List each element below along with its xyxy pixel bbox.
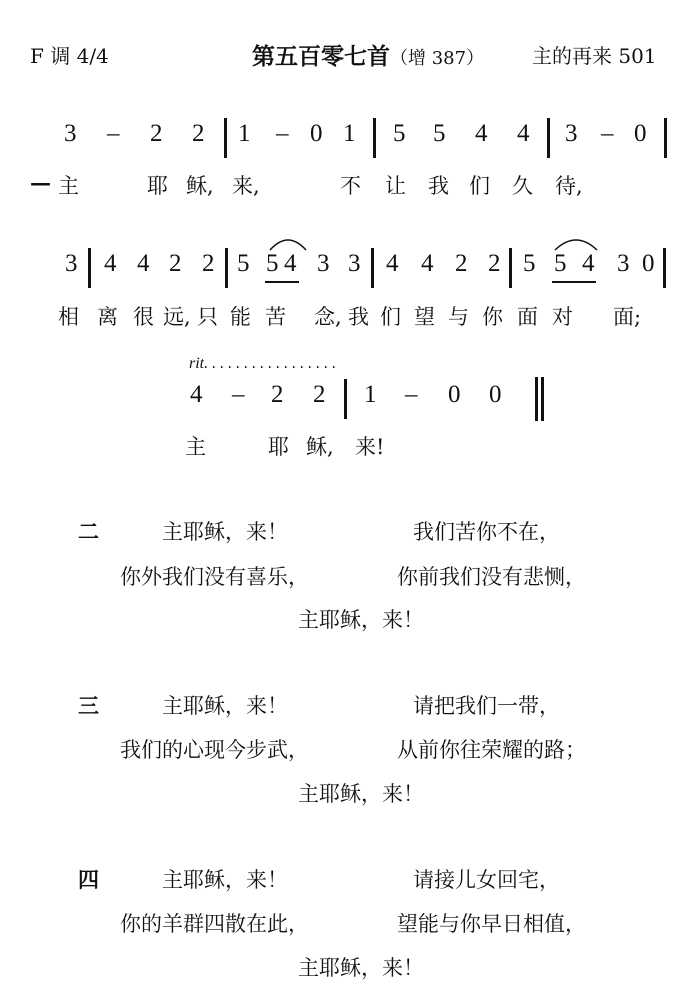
verse-number: 三 <box>78 693 99 718</box>
lyric-char: 苦 <box>265 305 286 329</box>
lyric-char: 与 <box>448 305 469 329</box>
hymn-title <box>252 38 484 71</box>
lyric-char: 稣, <box>306 435 334 459</box>
lyric-char: 对 <box>552 305 573 329</box>
verse-line: 从前你往荣耀的路； <box>397 738 586 762</box>
bar-line <box>344 379 347 419</box>
verse-line: 请接儿女回宅， <box>413 868 560 892</box>
lyric-char: 你 <box>482 305 503 329</box>
lyric-char: 待, <box>555 174 583 198</box>
lyric-char: 念, <box>314 305 342 329</box>
note: 2 <box>488 250 501 277</box>
note: 4 <box>386 250 399 277</box>
bar-line <box>373 118 376 158</box>
note: 0 <box>448 381 461 408</box>
lyric-char: 我 <box>348 305 369 329</box>
bar-line <box>224 118 227 158</box>
note: 3 <box>64 120 77 147</box>
note: 1 <box>343 120 356 147</box>
verse-line: 你的羊群四散在此， <box>120 912 309 936</box>
note: 1 <box>364 381 377 408</box>
note: 3 <box>317 250 330 277</box>
verse-line: 主耶稣，来！ <box>162 694 288 718</box>
hymn-title-main: 第五百零七首 <box>252 44 390 70</box>
lyric-char: 很 <box>133 305 154 329</box>
bar-line <box>547 118 550 158</box>
verse-line: 你前我们没有悲恻， <box>397 565 586 589</box>
lyric-char: 能 <box>230 305 251 329</box>
verse-number: 四 <box>78 867 99 892</box>
note: 4 <box>421 250 434 277</box>
lyric-char: 远, <box>163 305 191 329</box>
slur <box>268 234 308 252</box>
note: – <box>405 381 418 408</box>
bar-line <box>663 248 666 288</box>
note: 2 <box>455 250 468 277</box>
hymn-title-sub: （增 387） <box>390 48 485 69</box>
lyric-char: 耶 <box>268 435 289 459</box>
note: 2 <box>313 381 326 408</box>
verse-line: 主耶稣，来！ <box>162 520 288 544</box>
note: – <box>601 120 614 147</box>
slur <box>553 234 599 252</box>
lyric-dash: — <box>30 170 51 195</box>
bar-line <box>509 248 512 288</box>
verse-line: 你外我们没有喜乐， <box>120 565 309 589</box>
final-bar-line <box>541 377 544 421</box>
note: 4 <box>475 120 488 147</box>
note: 0 <box>310 120 323 147</box>
verse-line: 我们苦你不在， <box>413 520 560 544</box>
note: 5 <box>523 250 536 277</box>
note: 2 <box>202 250 215 277</box>
note: 3 <box>617 250 630 277</box>
note: 3 <box>565 120 578 147</box>
bar-line <box>371 248 374 288</box>
lyric-char: 主 <box>58 174 79 198</box>
lyric-char: 相 <box>58 305 79 329</box>
note: 4 <box>517 120 530 147</box>
bar-line <box>225 248 228 288</box>
note: 3 <box>348 250 361 277</box>
note: – <box>276 120 289 147</box>
note: – <box>107 120 120 147</box>
note: 4 <box>284 250 297 277</box>
key-signature: F 调 4/4 <box>30 44 109 68</box>
note: 2 <box>169 250 182 277</box>
tempo-marking: rit. . . . . . . . . . . . . . . . . <box>189 355 337 372</box>
note: 5 <box>393 120 406 147</box>
lyric-char: 面; <box>613 305 642 329</box>
note: 5 <box>433 120 446 147</box>
note: 4 <box>582 250 595 277</box>
lyric-char: 耶 <box>147 174 168 198</box>
lyric-char: 不 <box>340 174 361 198</box>
verse-line: 望能与你早日相值， <box>397 912 586 936</box>
note: 5 <box>237 250 250 277</box>
bar-line <box>664 118 667 158</box>
note: 3 <box>65 250 78 277</box>
verse-line: 请把我们一带， <box>413 694 560 718</box>
lyric-char: 久 <box>512 174 533 198</box>
lyric-char: 来, <box>232 174 260 198</box>
verse-refrain: 主耶稣，来！ <box>298 956 424 980</box>
lyric-char: 们 <box>469 174 490 198</box>
note: 0 <box>642 250 655 277</box>
verse-line: 我们的心现今步武， <box>120 738 309 762</box>
hymn-category: 主的再来 501 <box>532 44 657 68</box>
verse-refrain: 主耶稣，来！ <box>298 608 424 632</box>
lyric-char: 我 <box>428 174 449 198</box>
lyric-char: 只 <box>197 305 218 329</box>
note: 4 <box>190 381 203 408</box>
lyric-char: 离 <box>97 305 118 329</box>
lyric-char: 来! <box>355 435 385 459</box>
note: 0 <box>489 381 502 408</box>
note: 2 <box>150 120 163 147</box>
verse-line: 主耶稣，来！ <box>162 868 288 892</box>
note: 1 <box>238 120 251 147</box>
lyric-char: 让 <box>385 174 406 198</box>
note: 4 <box>137 250 150 277</box>
note: 2 <box>271 381 284 408</box>
eighth-underline <box>265 281 299 283</box>
verse-refrain: 主耶稣，来！ <box>298 782 424 806</box>
note: 5 <box>266 250 279 277</box>
lyric-char: 望 <box>414 305 435 329</box>
lyric-char: 稣, <box>186 174 214 198</box>
note: – <box>232 381 245 408</box>
note: 5 <box>554 250 567 277</box>
bar-line <box>88 248 91 288</box>
lyric-char: 们 <box>380 305 401 329</box>
final-bar-line <box>535 377 538 421</box>
verse-number: 二 <box>78 519 99 544</box>
note: 0 <box>634 120 647 147</box>
lyric-char: 主 <box>185 435 206 459</box>
lyric-char: 面 <box>517 305 538 329</box>
note: 2 <box>192 120 205 147</box>
eighth-underline <box>552 281 596 283</box>
note: 4 <box>104 250 117 277</box>
